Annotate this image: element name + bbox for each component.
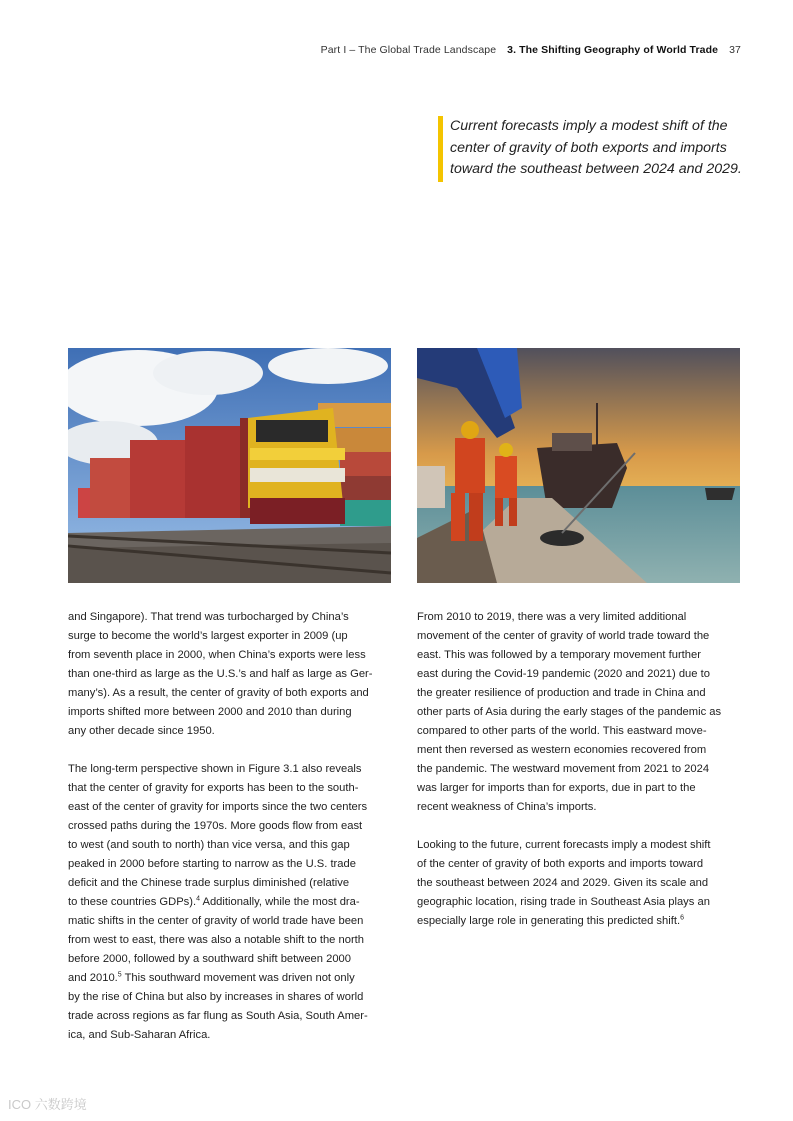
text-line: and Singapore). That trend was turbocharged by China’s bbox=[68, 611, 349, 623]
text-line: compared to other parts of the world. This eastward move- bbox=[417, 725, 707, 737]
text-line: ment then reversed as western economies recovered from bbox=[417, 744, 707, 756]
text-line: other parts of Asia during the early stages of the pandemic as bbox=[417, 706, 722, 718]
text-line: the southeast between 2024 and 2029. Given its scale and bbox=[417, 877, 709, 889]
body-paragraph bbox=[417, 608, 747, 817]
text-line: Additionally, while the most dra- bbox=[200, 896, 360, 908]
text-line: from seventh place in 2000, when China’s exports were less bbox=[68, 649, 366, 661]
text-line: east during the Covid-19 pandemic (2020 and 2021) due to bbox=[417, 668, 710, 680]
text-line: especially large role in generating this predicted shift. bbox=[417, 915, 681, 927]
pull-quote-accent-bar bbox=[438, 116, 443, 182]
text-line: deficit and the Chinese trade surplus diminished (relative bbox=[68, 877, 350, 889]
body-text-right-column bbox=[417, 608, 747, 950]
footnote-marker: 4 bbox=[196, 895, 200, 903]
text-line: imports shifted more between 2000 and 2010 than during bbox=[68, 706, 352, 718]
text-line: east of the center of gravity for imports since the two centers bbox=[68, 801, 368, 813]
page-number: 37 bbox=[729, 44, 741, 56]
text-line: of the center of gravity of both exports and imports toward bbox=[417, 858, 704, 870]
text-line: Looking to the future, current forecasts imply a modest shift bbox=[417, 839, 711, 851]
text-line: recent weakness of China’s imports. bbox=[417, 801, 597, 813]
text-line: many’s). As a result, the center of gravity of both exports and bbox=[68, 687, 369, 699]
freight-train-photo bbox=[68, 348, 391, 583]
text-line: crossed paths during the 1970s. More goods flow from east bbox=[68, 820, 363, 832]
body-text-left-column bbox=[68, 608, 398, 1064]
running-header-part: Part I – The Global Trade Landscape bbox=[320, 44, 497, 56]
text-line: than one-third as large as the U.S.’s and half as large as Ger- bbox=[68, 668, 373, 680]
text-line: peaked in 2000 before starting to narrow as the U.S. trade bbox=[68, 858, 356, 870]
text-line: surge to become the world’s largest exporter in 2009 (up bbox=[68, 630, 348, 642]
body-paragraph bbox=[417, 836, 747, 931]
text-line: This southward movement was driven not only bbox=[121, 972, 355, 984]
pull-quote-text bbox=[450, 116, 742, 182]
port-sunset-illustration bbox=[417, 348, 740, 583]
footnote-marker: 5 bbox=[117, 971, 122, 979]
text-line: From 2010 to 2019, there was a very limited additional bbox=[417, 611, 687, 623]
text-line: before 2000, followed by a southward shift between 2000 bbox=[68, 953, 351, 965]
footnote-marker: 6 bbox=[680, 914, 684, 922]
running-header-chapter-title: 3. The Shifting Geography of World Trade bbox=[507, 44, 719, 56]
body-paragraph bbox=[68, 760, 398, 1045]
running-header bbox=[321, 44, 741, 56]
text-line: to these countries GDPs). bbox=[68, 896, 197, 908]
text-line: movement of the center of gravity of world trade toward the bbox=[417, 630, 710, 642]
pull-quote bbox=[438, 116, 753, 182]
text-line: that the center of gravity for exports has been to the south- bbox=[68, 782, 359, 794]
text-line: the greater resilience of production and trade in China and bbox=[417, 687, 706, 699]
text-line: from west to east, there was also a notable shift to the north bbox=[68, 934, 365, 946]
body-paragraph bbox=[68, 608, 398, 741]
text-line: matic shifts in the center of gravity of world trade have been bbox=[68, 915, 364, 927]
text-line: by the rise of China but also by increases in shares of world bbox=[68, 991, 364, 1003]
pull-quote-line: Current forecasts imply a modest shift of the bbox=[450, 118, 728, 134]
freight-train-illustration bbox=[68, 348, 391, 583]
watermark: ICO 六数跨境 bbox=[8, 1097, 87, 1112]
text-line: and 2010. bbox=[68, 972, 118, 984]
text-line: trade across regions as far flung as South Asia, South Amer- bbox=[68, 1010, 368, 1022]
pull-quote-line: center of gravity of both exports and imports bbox=[450, 139, 727, 156]
text-line: to west (and south to north) than vice versa, and this gap bbox=[68, 839, 350, 851]
text-line: geographic location, rising trade in Southeast Asia plays an bbox=[417, 896, 710, 908]
pull-quote-line: toward the southeast between 2024 and 2029. bbox=[450, 161, 742, 177]
text-line: the pandemic. The westward movement from 2021 to 2024 bbox=[417, 763, 710, 775]
text-line: ica, and Sub-Saharan Africa. bbox=[68, 1029, 211, 1041]
text-line: The long-term perspective shown in Figure 3.1 also reveals bbox=[68, 763, 362, 775]
port-sunset-photo bbox=[417, 348, 740, 583]
text-line: any other decade since 1950. bbox=[68, 725, 215, 737]
text-line: was larger for imports than for exports, due in part to the bbox=[417, 782, 696, 794]
text-line: east. This was followed by a temporary movement further bbox=[417, 649, 701, 661]
